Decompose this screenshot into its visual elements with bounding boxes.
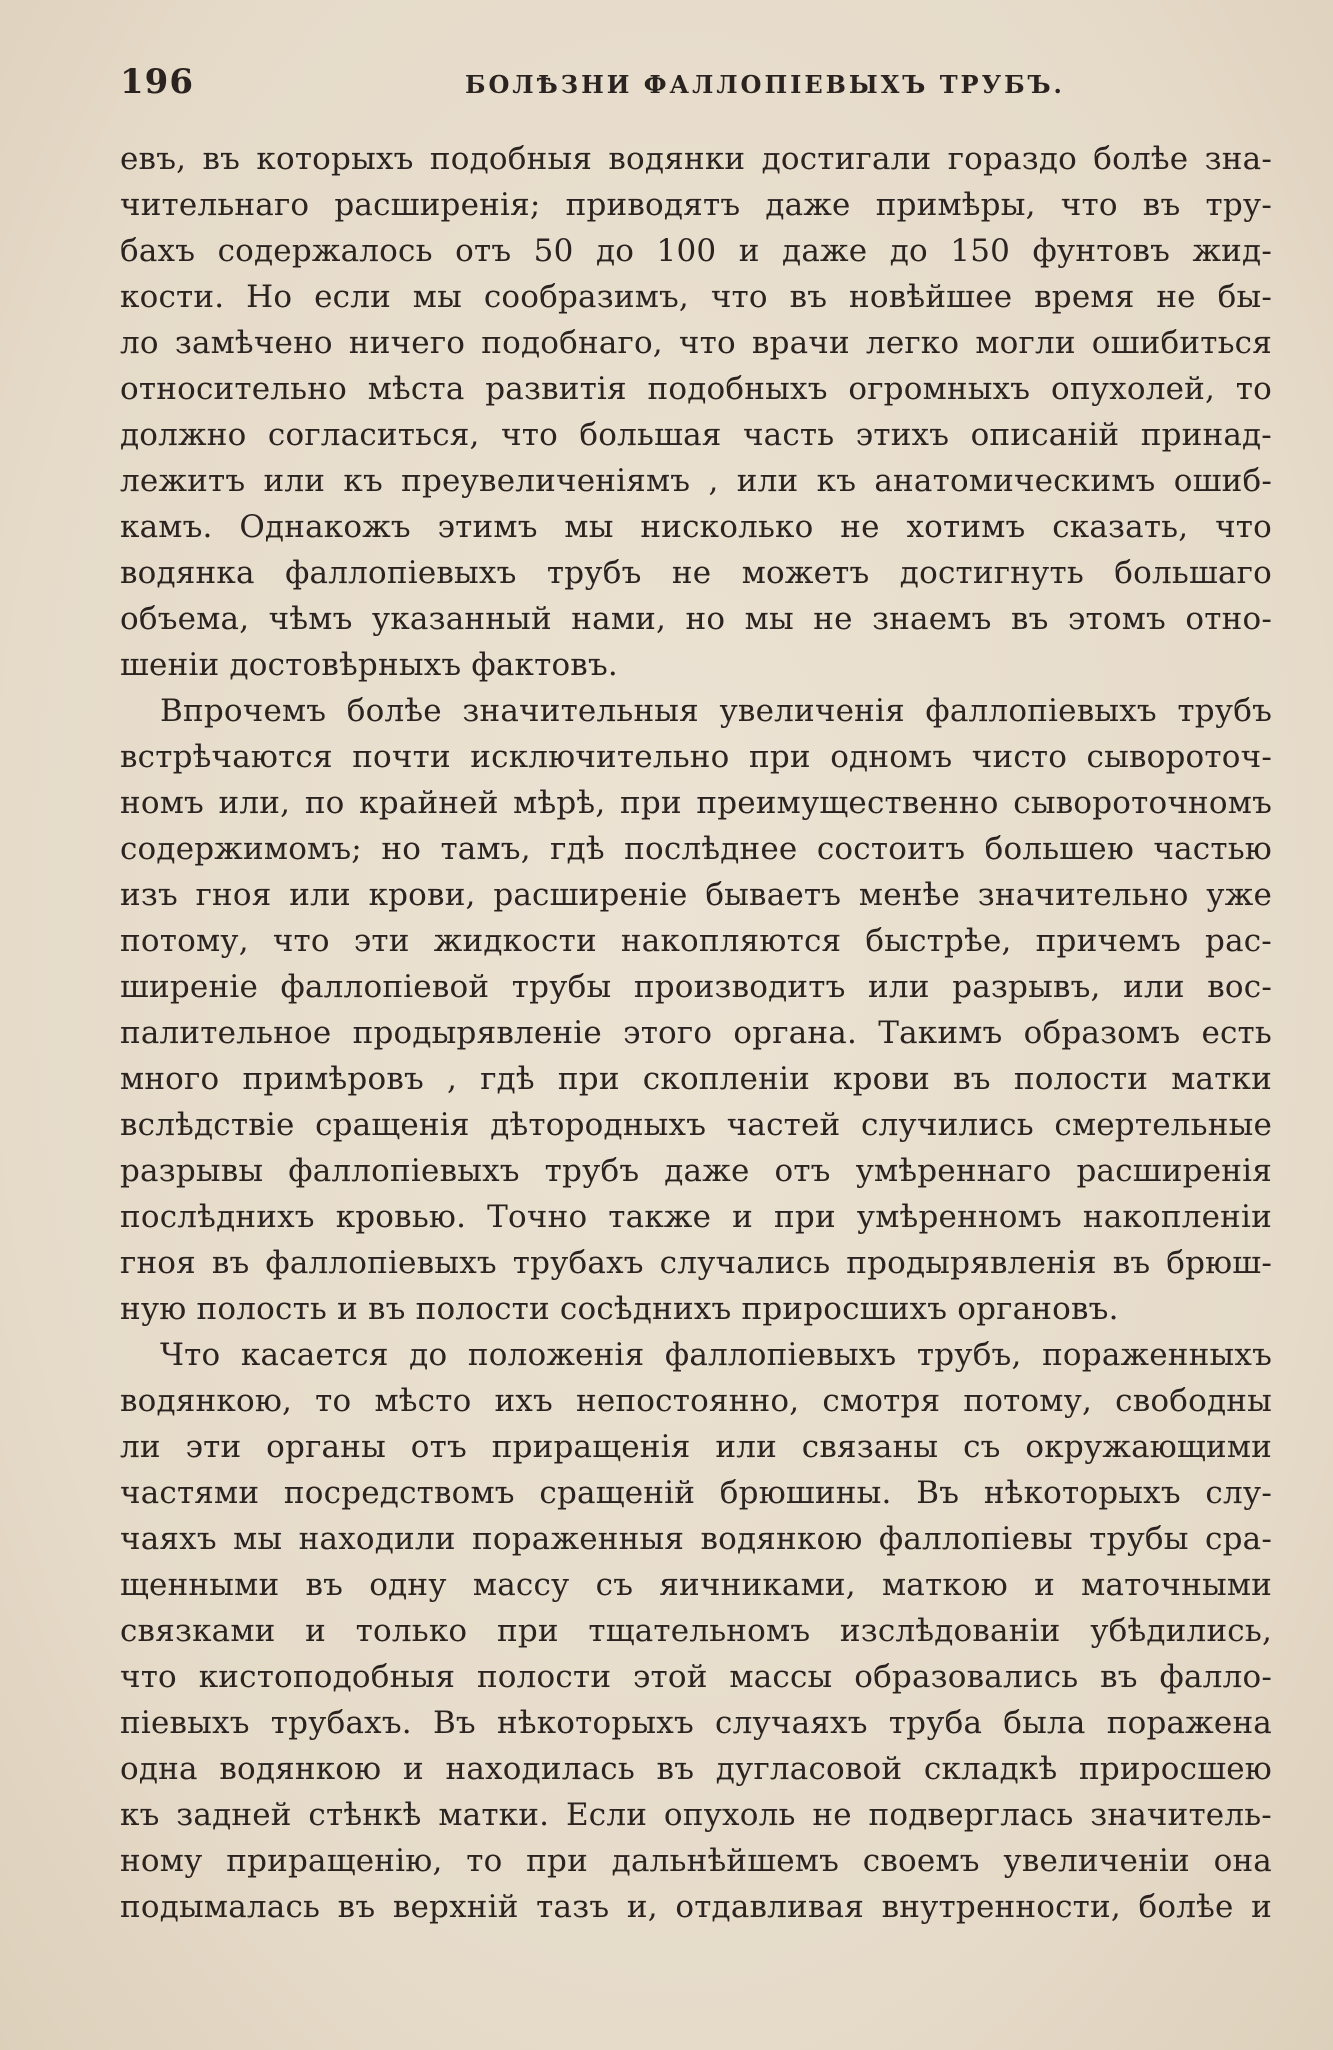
- text-line: ло замѣчено ничего подобнаго, что врачи легко могли ошибиться: [120, 325, 1272, 361]
- text-line: объема, чѣмъ указанный нами, но мы не знаемъ въ этомъ отно-: [120, 601, 1272, 637]
- text-line: относительно мѣста развитія подобныхъ огромныхъ опухолей, то: [120, 371, 1272, 407]
- text-line: номъ или, по крайней мѣрѣ, при преимущественно сывороточномъ: [120, 785, 1272, 821]
- text-line: піевыхъ трубахъ. Въ нѣкоторыхъ случаяхъ труба была поражена: [120, 1705, 1272, 1741]
- text-line: что кистоподобныя полости этой массы образовались въ фалло-: [120, 1659, 1272, 1695]
- text-line: встрѣчаются почти исключительно при одномъ чисто сывороточ-: [120, 739, 1272, 775]
- text-line: связками и только при тщательномъ изслѣдованіи убѣдились,: [120, 1613, 1272, 1649]
- text-line: Впрочемъ болѣе значительныя увеличенія фаллопіевыхъ трубъ: [160, 693, 1272, 729]
- text-line: ли эти органы отъ приращенія или связаны съ окружающими: [120, 1429, 1272, 1465]
- running-title: БОЛѢЗНИ ФАЛЛОПІЕВЫХЪ ТРУБЪ.: [465, 70, 1065, 99]
- text-line: потому, что эти жидкости накопляются быстрѣе, причемъ рас-: [120, 923, 1272, 959]
- page-number: 196: [120, 62, 194, 102]
- text-line: водянкою, то мѣсто ихъ непостоянно, смотря потому, свободны: [120, 1383, 1272, 1419]
- text-line: бахъ содержалось отъ 50 до 100 и даже до 150 фунтовъ жид-: [120, 233, 1272, 269]
- paragraph: [120, 688, 1272, 1332]
- page-header: [120, 62, 1270, 102]
- text-line: кости. Но если мы сообразимъ, что въ новѣйшее время не бы-: [120, 279, 1272, 315]
- paragraph: [120, 136, 1272, 688]
- text-line: евъ, въ которыхъ подобныя водянки достигали гораздо болѣе зна-: [120, 141, 1272, 177]
- text-line: много примѣровъ , гдѣ при скопленіи крови въ полости матки: [120, 1061, 1272, 1097]
- text-line: чаяхъ мы находили пораженныя водянкою фаллопіевы трубы сра-: [120, 1521, 1272, 1557]
- text-line: одна водянкою и находилась въ дугласовой складкѣ приросшею: [120, 1751, 1272, 1787]
- text-line: гноя въ фаллопіевыхъ трубахъ случались продырявленія въ брюш-: [120, 1245, 1272, 1281]
- text-line: послѣднихъ кровью. Точно также и при умѣренномъ накопленіи: [120, 1199, 1272, 1235]
- text-line: камъ. Однакожъ этимъ мы нисколько не хотимъ сказать, что: [120, 509, 1272, 545]
- text-line: Что касается до положенія фаллопіевыхъ трубъ, пораженныхъ: [160, 1337, 1272, 1373]
- text-line: лежитъ или къ преувеличеніямъ , или къ анатомическимъ ошиб-: [120, 463, 1272, 499]
- text-line: вслѣдствіе сращенія дѣтородныхъ частей случились смертельные: [120, 1107, 1272, 1143]
- text-line: ному приращенію, то при дальнѣйшемъ своемъ увеличеніи она: [120, 1843, 1272, 1879]
- body-text: [120, 136, 1272, 1930]
- text-line: должно согласиться, что большая часть этихъ описаній принад-: [120, 417, 1272, 453]
- text-line: къ задней стѣнкѣ матки. Если опухоль не подверглась значитель-: [120, 1797, 1272, 1833]
- text-line: ширеніе фаллопіевой трубы производитъ или разрывъ, или вос-: [120, 969, 1272, 1005]
- text-line: шеніи достовѣрныхъ фактовъ.: [120, 647, 618, 683]
- paragraph: [120, 1332, 1272, 1930]
- text-line: ную полость и въ полости сосѣднихъ приросшихъ органовъ.: [120, 1291, 1119, 1327]
- text-line: чительнаго расширенія; приводятъ даже примѣры, что въ тру-: [120, 187, 1272, 223]
- text-line: изъ гноя или крови, расширеніе бываетъ менѣе значительно уже: [120, 877, 1272, 913]
- text-line: частями посредствомъ сращеній брюшины. Въ нѣкоторыхъ слу-: [120, 1475, 1272, 1511]
- text-line: подымалась въ верхній тазъ и, отдавливая внутренности, болѣе и: [120, 1889, 1272, 1925]
- text-line: водянка фаллопіевыхъ трубъ не можетъ достигнуть большаго: [120, 555, 1272, 591]
- text-line: разрывы фаллопіевыхъ трубъ даже отъ умѣреннаго расширенія: [120, 1153, 1272, 1189]
- text-line: содержимомъ; но тамъ, гдѣ послѣднее состоитъ большею частью: [120, 831, 1272, 867]
- text-line: щенными въ одну массу съ яичниками, маткою и маточными: [120, 1567, 1272, 1603]
- text-line: палительное продырявленіе этого органа. Такимъ образомъ есть: [120, 1015, 1272, 1051]
